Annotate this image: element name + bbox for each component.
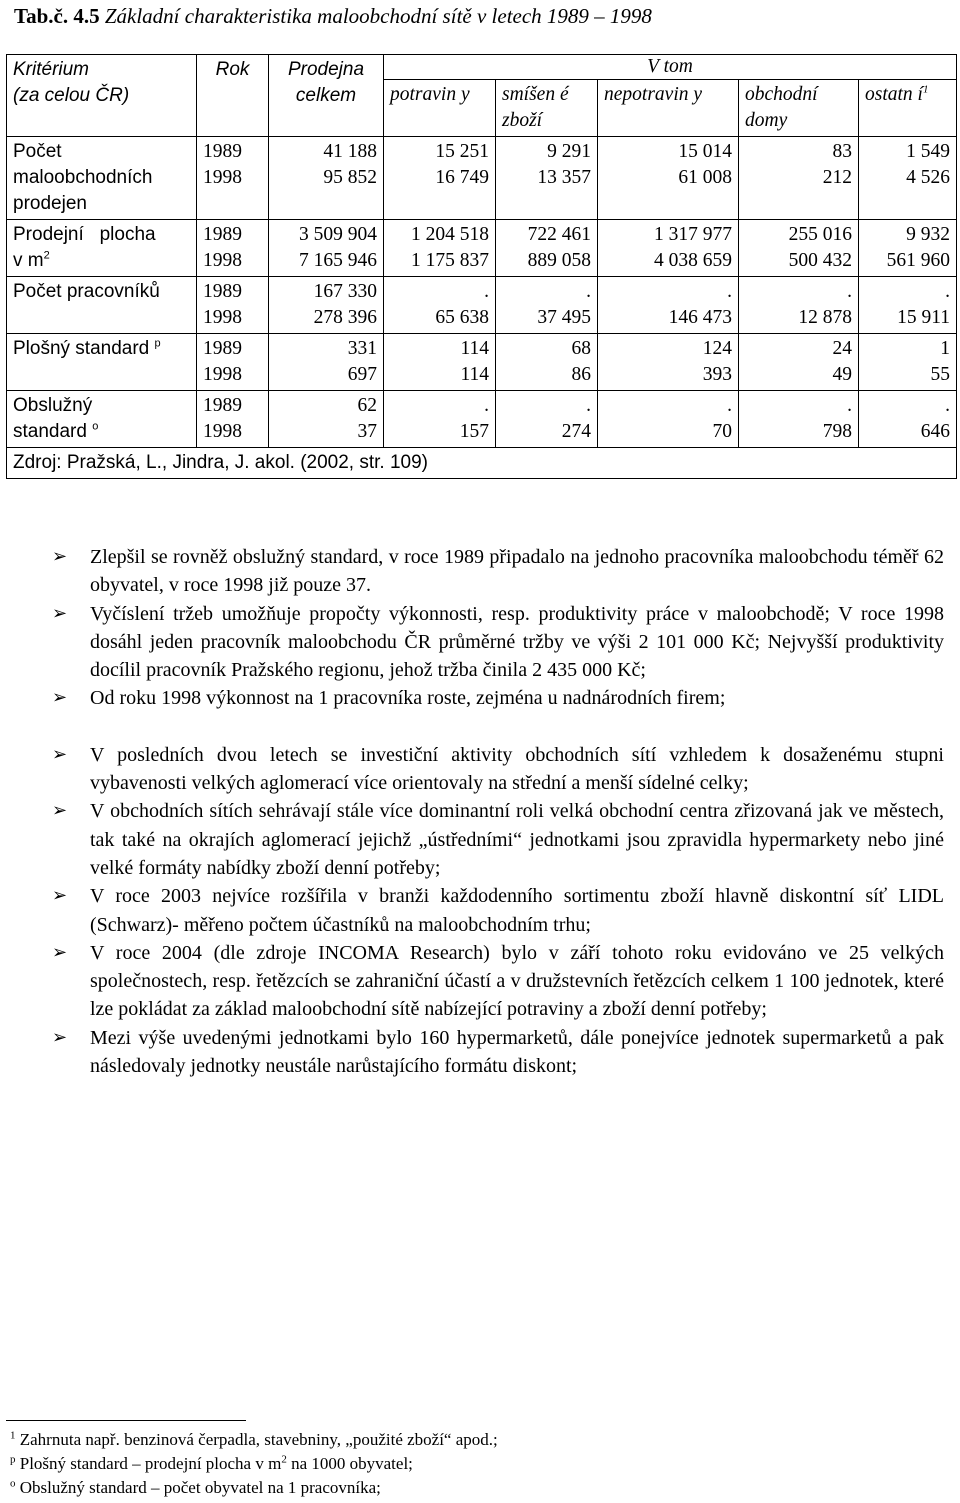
list-item: ➢ V obchodních sítích sehrávají stále více dominantní roli velká obchodní centra zřizovaná jak ve městech, tak také na okrajích aglomerací jejichž „ústředními“ jednotkami jsou zpravidla hypermarkety nebo jiné velké formáty nabídky zboží denní potřeby;: [52, 797, 944, 882]
arrow-bullet-icon: ➢: [52, 1026, 68, 1048]
arrow-bullet-icon: ➢: [52, 800, 68, 822]
cell-food: . 65 638: [384, 277, 496, 334]
footnotes: [10, 1428, 498, 1500]
arrow-bullet-icon: ➢: [52, 687, 68, 709]
cell-dept: 83 212: [739, 137, 859, 220]
arrow-bullet-icon: ➢: [52, 743, 68, 765]
list-item: ➢ Mezi výše uvedenými jednotkami bylo 160 hypermarketů, dále ponejvíce jednotek supermarketů a pak následovaly jednotky neustále narůstajícího formátu diskont;: [52, 1024, 944, 1081]
cell-mixed: 68 86: [496, 334, 598, 391]
source-row: [7, 448, 957, 479]
list-item: ➢ V roce 2003 nejvíce rozšířila v branži každodenního sortimentu zboží hlavně diskontní síť LIDL (Schwarz)- měřeno počtem účastníků na maloobchodním trhu;: [52, 882, 944, 939]
row-label: Plošný standard $^p$: [7, 334, 197, 391]
table-row: [7, 137, 957, 220]
cell-nonfood: 1 317 977 4 038 659: [598, 220, 739, 277]
cell-dept: . 798: [739, 391, 859, 448]
retail-network-table: [6, 54, 957, 479]
row-label: Počet maloobchodních prodejen: [7, 137, 197, 220]
cell-food: 1 204 518 1 175 837: [384, 220, 496, 277]
list-item: ➢ Od roku 1998 výkonnost na 1 pracovníka roste, zejména u nadnárodních firem;: [52, 684, 944, 712]
cell-dept: . 12 878: [739, 277, 859, 334]
cell-other: 9 932 561 960: [859, 220, 957, 277]
caption-title: Základní charakteristika maloobchodní sítě v letech 1989 – 1998: [99, 4, 652, 28]
cell-dept: 255 016 500 432: [739, 220, 859, 277]
table-row: [7, 391, 957, 448]
header-dept: obchodní domy: [739, 80, 859, 137]
cell-other: 1 549 4 526: [859, 137, 957, 220]
row-years: 1989 1998: [197, 391, 269, 448]
arrow-bullet-icon: ➢: [52, 941, 68, 963]
row-years: 1989 1998: [197, 277, 269, 334]
list-item: ➢ Vyčíslení tržeb umožňuje propočty výkonnosti, resp. produktivity práce v maloobchodě; V roce 1998 dosáhl jeden pracovník maloobchodu ČR průměrné tržby ve výši 2 101 000 Kč; Nejvyšší produktivity docílil pracovník Pražského regionu, jehož tržba činila 2 435 000 Kč;: [52, 600, 944, 685]
cell-other: 1 55: [859, 334, 957, 391]
row-years: 1989 1998: [197, 137, 269, 220]
cell-dept: 24 49: [739, 334, 859, 391]
arrow-bullet-icon: ➢: [52, 602, 68, 624]
header-year: Rok: [197, 55, 269, 137]
cell-nonfood: . 70: [598, 391, 739, 448]
caption-label: Tab.č. 4.5: [14, 4, 100, 28]
cell-other: . 646: [859, 391, 957, 448]
row-years: 1989 1998: [197, 334, 269, 391]
cell-mixed: 722 461 889 058: [496, 220, 598, 277]
cell-total: 41 188 95 852: [269, 137, 384, 220]
cell-total: 167 330 278 396: [269, 277, 384, 334]
cell-mixed: . 37 495: [496, 277, 598, 334]
cell-total: 62 37: [269, 391, 384, 448]
row-label: Počet pracovníků: [7, 277, 197, 334]
table-source: Zdroj: Pražská, L., Jindra, J. akol. (2002, str. 109): [7, 448, 957, 479]
list-item: ➢ Zlepšil se rovněž obslužný standard, v roce 1989 připadalo na jednoho pracovníka maloobchodu téměř 62 obyvatel, v roce 1998 již pouze 37.: [52, 543, 944, 600]
header-food: potravin y: [384, 80, 496, 137]
table-row: [7, 334, 957, 391]
footnote-o: $^o$ Obslužný standard – počet obyvatel na 1 pracovníka;: [10, 1477, 381, 1497]
cell-food: . 157: [384, 391, 496, 448]
footnote-1: $^1$ Zahrnuta např. benzinová čerpadla, stavebniny, „použité zboží“ apod.;: [10, 1429, 498, 1449]
cell-total: 331 697: [269, 334, 384, 391]
row-label: Prodejní plocha v $m^2$: [7, 220, 197, 277]
header-criterion: Kritérium (za celou ČR): [7, 55, 197, 137]
header-group: V tom: [384, 55, 957, 80]
list-item: ➢ V posledních dvou letech se investiční aktivity obchodních sítí vzhledem k dosaženému stupni vybavenosti velkých aglomerací více orientovaly na střední a menší sídelné celky;: [52, 741, 944, 798]
table-caption: [14, 4, 652, 29]
cell-nonfood: 124 393: [598, 334, 739, 391]
header-other: ostatn $í^1$: [859, 80, 957, 137]
cell-food: 114 114: [384, 334, 496, 391]
cell-nonfood: 15 014 61 008: [598, 137, 739, 220]
footnote-divider: [6, 1420, 246, 1421]
row-years: 1989 1998: [197, 220, 269, 277]
header-total: Prodejna celkem: [269, 55, 384, 137]
table-row: [7, 220, 957, 277]
header-mixed: smíšen é zboží: [496, 80, 598, 137]
table-row: [7, 277, 957, 334]
header-nonfood: nepotravin y: [598, 80, 739, 137]
cell-food: 15 251 16 749: [384, 137, 496, 220]
arrow-bullet-icon: ➢: [52, 885, 68, 907]
cell-mixed: . 274: [496, 391, 598, 448]
arrow-bullet-icon: ➢: [52, 546, 68, 567]
cell-mixed: 9 291 13 357: [496, 137, 598, 220]
header-row-1: [7, 55, 957, 80]
row-label: Obslužný standard $^o$: [7, 391, 197, 448]
footnote-p: $^p$ Plošný standard – prodejní plocha v $m^2$ na 1000 obyvatel;: [10, 1453, 413, 1473]
cell-nonfood: . 146 473: [598, 277, 739, 334]
bullet-list: [52, 543, 944, 1080]
cell-other: . 15 911: [859, 277, 957, 334]
cell-total: 3 509 904 7 165 946: [269, 220, 384, 277]
list-item: ➢ V roce 2004 (dle zdroje INCOMA Research) bylo v září tohoto roku evidováno ve 25 velkých společnostech, resp. řetězcích se zahraniční účastí a v družstevních řetězcích celkem 1 100 jednotek, které lze pokládat za základ maloobchodní sítě nabízející potraviny a zboží denní potřeby;: [52, 939, 944, 1024]
